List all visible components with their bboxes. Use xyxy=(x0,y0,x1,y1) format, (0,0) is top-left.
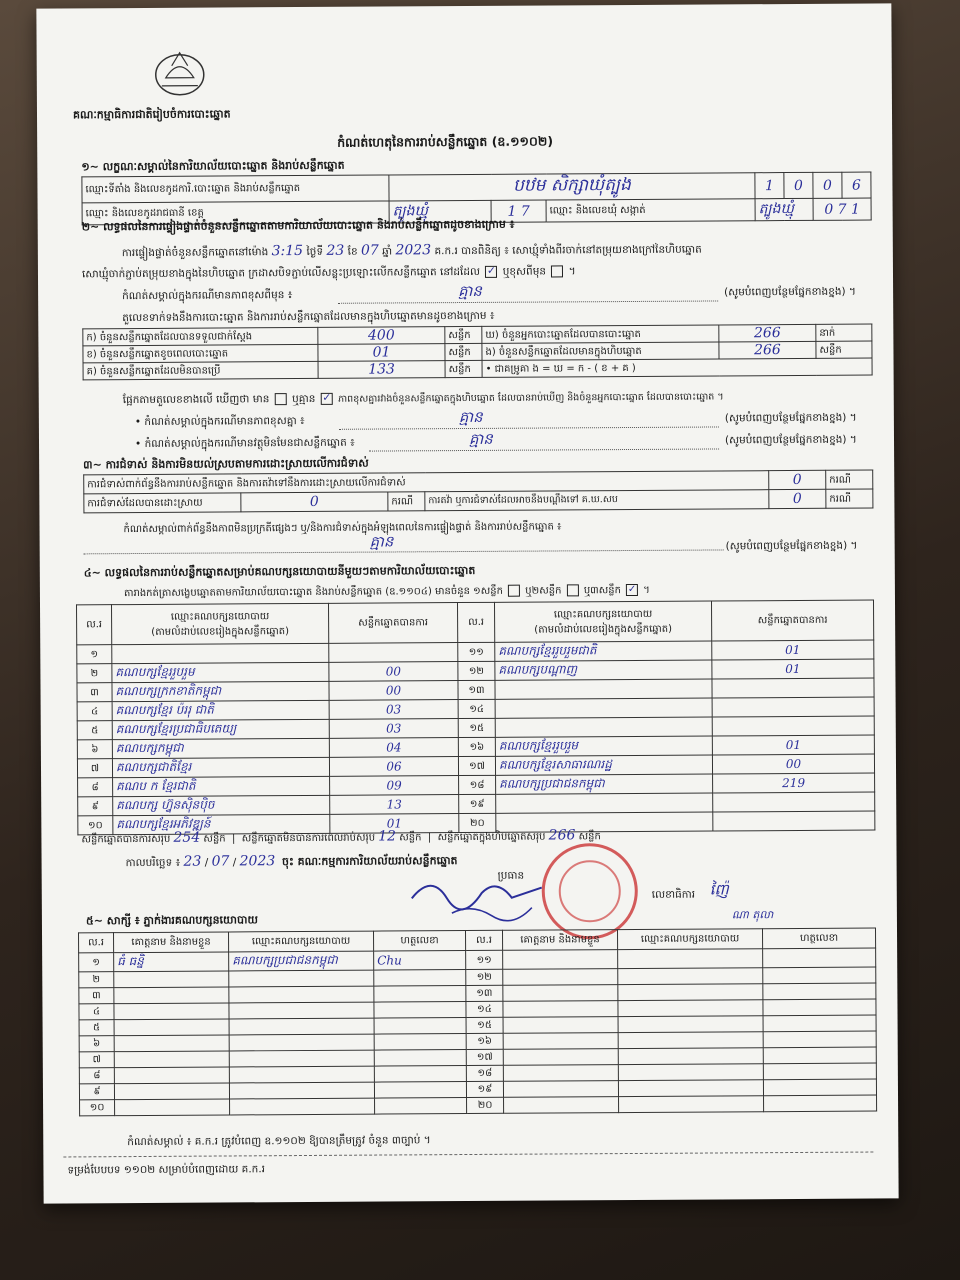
results-votes: 09 xyxy=(330,776,459,796)
witness-signature xyxy=(763,967,876,984)
witness-party xyxy=(229,986,374,1003)
site-code-3: 0 xyxy=(813,172,842,198)
witness-header-sig-2: ហត្ថលេខា xyxy=(762,928,875,949)
witness-no: ១ xyxy=(79,953,114,972)
page-title: កំណត់ហេតុនៃការរាប់សន្លឹកឆ្នោត (ឧ.១១០២) xyxy=(337,133,554,150)
witness-party xyxy=(618,968,763,985)
results-votes: 01 xyxy=(712,640,874,660)
witness-name xyxy=(503,969,618,986)
fig-d-unit: នាក់ xyxy=(816,324,872,341)
results-party: គណបក្សខ្មែរប្រជាធិបតេយ្យ xyxy=(112,719,329,739)
witness-name xyxy=(114,987,229,1004)
note1-label: កំណត់សម្គាល់ក្នុងករណីមានភាពខុសពីមុន ៖ xyxy=(122,289,293,303)
note1-line xyxy=(338,300,718,303)
results-party xyxy=(495,717,712,737)
results-no: ៤ xyxy=(77,702,112,721)
time-line xyxy=(122,241,702,263)
witness-signature xyxy=(763,1063,876,1080)
objection-row2b-value: 0 xyxy=(769,489,826,508)
site-value: បឋម សិក្សាឃុំត្បូង xyxy=(389,173,755,201)
witness-signature xyxy=(374,1066,466,1083)
witness-signature xyxy=(374,1050,466,1067)
witness-no: ២០ xyxy=(467,1097,504,1113)
section3-title: ៣~ ការជំទាស់ និងការមិនយល់ស្របតាមការដោះស្រាយលើការជំទាស់ xyxy=(83,456,369,472)
fig-e-label: ង) ចំនួនសន្លឹកឆ្នោតដែលមានក្នុងហិបឆ្នោត xyxy=(482,342,719,360)
footer-divider xyxy=(63,1152,873,1158)
objections-table xyxy=(83,470,873,514)
witness-no: ៣ xyxy=(79,988,114,1004)
witness-party xyxy=(229,1050,374,1067)
witness-signature xyxy=(375,1098,467,1115)
witness-name xyxy=(114,1019,229,1036)
section3-note-line xyxy=(84,549,724,554)
results-no: ១០ xyxy=(78,816,113,835)
results-party: គណបក្សខ្មែររួបរួមជាតិ xyxy=(495,641,712,661)
results-party xyxy=(495,679,712,699)
results-votes: 13 xyxy=(330,795,459,815)
different-text: ឬខុសពីមុន xyxy=(502,265,547,278)
witness-party xyxy=(618,1048,763,1065)
results-votes: 03 xyxy=(329,719,458,739)
different-checkbox[interactable] xyxy=(551,265,563,277)
chief-signature-icon xyxy=(402,867,552,928)
fig-d-label: ឃ) ចំនួនអ្នកបោះឆ្នោតដែលបានបោះឆ្នោត xyxy=(482,325,719,343)
official-stamp-icon xyxy=(541,843,638,940)
objection-row1-unit: ករណី xyxy=(826,470,873,489)
day-value: 23 xyxy=(326,242,345,259)
figures-intro: តួលេខទាក់ទងនឹងការបោះឆ្នោត និងការរាប់សន្លឹកឆ្នោតដែលមានក្នុងហិបឆ្នោតមានដូចខាងក្រោម ៖ xyxy=(122,309,495,325)
results-party: គណប ក ខ្មែរជាតិ xyxy=(113,776,330,796)
fig-b-label: ខ) ចំនួនសន្លឹកឆ្នោតខូចពេលបោះឆ្នោត xyxy=(83,344,318,362)
fig-a-label: ក) ចំនួនសន្លឹកឆ្នោតដែលបានទទួលជាក់ស្តែង xyxy=(83,327,318,345)
site-code-2: 0 xyxy=(784,172,813,198)
witness-no: ៥ xyxy=(79,1020,114,1036)
secretary-name: ណា តុលា xyxy=(731,908,774,922)
witness-name xyxy=(503,1017,618,1034)
results-party: គណបក្សខ្មែររួបរួម xyxy=(112,662,329,682)
witness-name xyxy=(503,1065,618,1082)
has-difference-checkbox[interactable] xyxy=(275,393,287,405)
witness-signature xyxy=(763,1015,876,1032)
total-box-value: 266 xyxy=(548,827,576,844)
witness-no: ១៩ xyxy=(466,1081,503,1097)
witness-header-no: ល.រ xyxy=(79,933,114,953)
section3-note-value: គ្មាន xyxy=(369,532,394,551)
results-votes: 01 xyxy=(712,659,874,679)
results-votes: 01 xyxy=(712,735,874,755)
witness-no: ៤ xyxy=(79,1004,114,1020)
results-party: គណបក្សខ្មែររួបរួម xyxy=(495,736,712,756)
section2-title: ២~ លទ្ធផលនៃការផ្ទៀងផ្ទាត់ចំនួនសន្លឹកឆ្នោតតាមការិយាល័យបោះឆ្នោត និងរាប់សន្លឹកឆ្នោតដូចខាងក្រោម ៖ xyxy=(81,217,515,234)
results-party: គណបក្ស ហ្វ៊ុនស៊ិនប៉ិច xyxy=(113,795,330,815)
results-party xyxy=(112,643,329,663)
witness-signature xyxy=(763,1079,876,1096)
fig-c-label: គ) ចំនួនសន្លឹកឆ្នោតដែលមិនបានប្រើ xyxy=(83,361,318,379)
witness-name xyxy=(114,1083,229,1100)
results-no: ១៦ xyxy=(458,737,495,756)
results-votes: 04 xyxy=(329,738,458,758)
witness-party xyxy=(229,970,374,987)
results-votes: 06 xyxy=(329,757,458,777)
secretary-signature: ញ៉ៃ xyxy=(709,880,729,899)
witness-signature xyxy=(374,986,466,1003)
two-sheet-text: ឬ២សន្លឹក xyxy=(525,585,562,597)
witness-party xyxy=(229,1066,374,1083)
total-invalid-unit: សន្លឹក xyxy=(399,832,422,844)
witness-name xyxy=(114,1051,229,1068)
results-votes xyxy=(329,643,458,663)
witness-party xyxy=(229,1018,374,1035)
results-no: ១ xyxy=(77,645,112,664)
section4-text: តារាងកត់ត្រាសង្ខេបឆ្នោតតាមការិយាល័យបោះឆ្នោត និងរាប់សន្លឹកឆ្នោត (ឧ.១១០៤) មានចំនួន ១សន្លឹក xyxy=(123,585,503,600)
date-line: កាលបរិច្ឆេទ ៖ 23 / 07 / 2023 ចុះ គណៈកម្មការការិយាល័យរាប់សន្លឹកឆ្នោត xyxy=(125,853,458,870)
total-box-label: សន្លឹកឆ្នោតក្នុងហិបឆ្នោតសរុប xyxy=(437,831,546,844)
witness-name: ធំ ធន្និ xyxy=(114,952,229,972)
witness-signature xyxy=(374,1018,466,1035)
figures-table xyxy=(82,324,872,381)
witness-party xyxy=(229,1082,374,1099)
results-no: ១៣ xyxy=(458,680,495,699)
section3-note-hint: (សូមបំពេញបន្ថែមផ្នែកខាងខ្នង) ។ xyxy=(725,539,858,553)
results-party: គណបក្សកម្ពុជា xyxy=(112,738,329,758)
year-value: 2023 xyxy=(395,242,432,259)
seal-line: សោឃ្មុំចាក់ភ្ជាប់តម្រុយខាងក្នុងនៃហិបឆ្នោត ក្រដាសបិទភ្ជាប់លើសន្លុះប្រឡោះលើកសន្លឹកឆ្នោត នៅដដែល ✓ ឬខុសពីមុន ។ xyxy=(81,264,576,281)
witness-name xyxy=(503,985,618,1002)
org-name: គណៈកម្មាធិការជាតិរៀបចំការបោះឆ្នោត xyxy=(72,107,231,122)
results-votes xyxy=(712,697,874,717)
witness-header-name-2: គោត្តនាម និងនាមខ្លួន xyxy=(502,930,617,951)
objection-row2-unit: ករណី xyxy=(388,492,425,511)
witness-party xyxy=(618,949,763,969)
witness-name xyxy=(503,1001,618,1018)
results-header-no: ល.រ xyxy=(77,605,112,645)
results-party: គណបក្សខ្មែរអភិវឌ្ឍន៍ xyxy=(113,814,330,834)
form-sheet xyxy=(36,3,898,1203)
results-votes xyxy=(713,792,875,812)
results-table xyxy=(76,600,875,836)
results-votes: 219 xyxy=(713,773,875,793)
note2-label: • កំណត់សម្គាល់ក្នុងករណីមានភាពខុសគ្នា ៖ xyxy=(134,414,305,429)
witness-name xyxy=(114,971,229,988)
results-votes xyxy=(712,716,874,736)
witness-name xyxy=(114,1067,229,1084)
witness-party xyxy=(229,1034,374,1051)
results-no: ៩ xyxy=(78,797,113,816)
witness-no: ១៤ xyxy=(466,1001,503,1017)
witness-name xyxy=(503,1033,618,1050)
province-label: ឈ្មោះ និងលេខកូដរាជធានី ខេត្ត xyxy=(82,201,389,225)
results-votes: 00 xyxy=(329,681,458,701)
witness-name xyxy=(115,1099,230,1116)
fig-c-value: 133 xyxy=(318,361,445,379)
difference-line xyxy=(123,390,724,409)
results-no: ៣ xyxy=(77,683,112,702)
witness-party xyxy=(618,1032,763,1049)
results-party: គណបក្សប្រជាជនកម្ពុជា xyxy=(496,774,713,794)
note3-label: • កំណត់សម្គាល់ក្នុងករណីមានវត្ថុមិនមែនជាសន្លឹកឆ្នោត ៖ xyxy=(134,436,355,451)
witness-header-no-2: ល.រ xyxy=(465,930,502,950)
witness-signature xyxy=(764,1095,877,1112)
objection-row2-value: 0 xyxy=(241,492,388,512)
results-votes: 03 xyxy=(329,700,458,720)
witness-name xyxy=(114,1035,229,1052)
witness-signature xyxy=(763,999,876,1016)
witness-name xyxy=(503,1081,618,1098)
witness-name xyxy=(503,950,618,970)
results-votes xyxy=(712,678,874,698)
witness-signature xyxy=(763,1047,876,1064)
note2-hint: (សូមបំពេញបន្ថែមផ្នែកខាងខ្នង) ។ xyxy=(724,411,857,425)
witness-header-sig: ហត្ថលេខា xyxy=(373,931,465,952)
witness-party xyxy=(618,1000,763,1017)
results-header-votes-2: សន្លឹកឆ្នោតបានការ xyxy=(711,600,873,641)
year-label: ឆ្នាំ xyxy=(382,245,393,258)
objection-row1-label: ការជំទាស់ពាក់ព័ន្ធនឹងការរាប់សន្លឹកឆ្នោត និងការតវ៉ាទៅនឹងការដោះស្រាយលើការជំទាស់ xyxy=(84,471,769,494)
witness-name xyxy=(504,1097,619,1114)
note2-value: គ្មាន xyxy=(458,407,483,427)
witness-no: ១៦ xyxy=(466,1033,503,1049)
witness-party xyxy=(619,1096,764,1113)
witness-table xyxy=(78,928,877,1117)
month-value: 07 xyxy=(360,242,379,259)
witness-no: ៩ xyxy=(79,1084,114,1100)
witness-no: ៨ xyxy=(79,1068,114,1084)
objection-row2b-label: ការតវ៉ា ឬការជំទាស់ដែលអាចនឹងបណ្តឹងទៅ គ.ឃ.សប xyxy=(425,490,769,511)
note1-hint: (សូមបំពេញបន្ថែមផ្នែកខាងខ្នង) ។ xyxy=(724,285,856,299)
results-header-party-2: ឈ្មោះគណបក្សនយោបាយ (តាមលំដាប់លេខរៀងក្នុងសន្លឹកឆ្នោត) xyxy=(494,601,711,642)
results-no: ១៤ xyxy=(458,699,495,718)
witness-name xyxy=(114,1003,229,1020)
objection-row2b-unit: ករណី xyxy=(826,489,873,508)
form-note: ទម្រង់បែបបទ ១១០២ សម្រាប់បំពេញដោយ គ.ក.រ xyxy=(67,1163,266,1177)
date-label: កាលបរិច្ឆេទ ៖ xyxy=(125,856,181,870)
fig-c-unit: សន្លឹក xyxy=(445,360,482,377)
formula: • ជាគម្រូគា ង = ឃ = ក - ( ខ + គ ) xyxy=(482,358,872,377)
note3-value: គ្មាន xyxy=(468,429,493,448)
section4-line: តារាងកត់ត្រាសង្ខេបឆ្នោតតាមការិយាល័យបោះឆ្នោត និងរាប់សន្លឹកឆ្នោត (ឧ.១១០៤) មានចំនួន ១សន្លឹក ឬ២សន្លឹក ឬ៣សន្លឹក ✓ ។ xyxy=(123,583,650,600)
section3-note-label: កំណត់សម្គាល់ពាក់ព័ន្ធនឹងភាពមិនប្រក្រតីផ្សេងៗ ឬ/និងការជំទាស់ក្នុងអំឡុងពេលនៃការផ្ទៀងផ្ទាត់ និងការរាប់សន្លឹកឆ្នោត ៖ xyxy=(123,521,562,536)
footer-note: កំណត់សម្គាល់ ៖ គ.ក.រ ត្រូវបំពេញ ឧ.១១០២ ឱ្យបានត្រឹមត្រូវ ចំនួន ៣ច្បាប់ ។ xyxy=(127,1134,431,1149)
commune-label: ឈ្មោះ និងលេខឃុំ សង្កាត់ xyxy=(546,199,755,222)
results-party: គណបក្សបណ្តាញ xyxy=(495,660,712,680)
commune-code: 0 7 1 xyxy=(813,198,871,220)
results-no: ១៧ xyxy=(458,756,495,775)
witness-no: ៧ xyxy=(79,1052,114,1068)
two-sheet-checkbox[interactable] xyxy=(567,584,579,596)
results-no: ១៩ xyxy=(459,794,496,813)
chief-label: ប្រធាន xyxy=(497,869,525,882)
province-value: ត្បូងឃ្មុំ xyxy=(389,200,491,223)
results-party: គណបក្សក្រកខាតិកម្ពុជា xyxy=(112,681,329,701)
witness-header-party: ឈ្មោះគណបក្សនយោបាយ xyxy=(229,931,374,952)
section5-title: ៥~ សាក្សី ៖ ភ្នាក់ងារគណបក្សនយោបាយ xyxy=(85,913,258,928)
results-no: ២០ xyxy=(459,813,496,832)
witness-name xyxy=(503,1049,618,1066)
note1-value: គ្មាន xyxy=(458,281,482,301)
fig-a-value: 400 xyxy=(318,327,445,345)
day-label: ថ្ងៃទី xyxy=(306,245,324,258)
objection-row2-label: ការជំទាស់ដែលបានដោះស្រាយ xyxy=(84,493,241,513)
month-label: ខែ xyxy=(347,245,358,258)
witness-party xyxy=(230,1098,375,1115)
witness-party xyxy=(618,984,763,1001)
witness-signature xyxy=(374,1082,466,1099)
witness-no: ១៥ xyxy=(466,1017,503,1033)
results-party: គណបក្សខ្មែរសាធារណរដ្ឋ xyxy=(495,755,712,775)
results-no: ៦ xyxy=(77,740,112,759)
results-no: ២ xyxy=(77,664,112,683)
witness-party xyxy=(618,1016,763,1033)
results-votes: 00 xyxy=(329,662,458,682)
inspect-text: គ.ក.រ បានពិនិត្យ ៖ សោឃ្មុំទាំងពីរចាក់នៅតម្រុយខាងក្រៅនៃហិបឆ្នោត xyxy=(434,243,702,258)
witness-signature xyxy=(374,1034,466,1051)
results-votes: 00 xyxy=(712,754,874,774)
total-valid-unit: សន្លឹក xyxy=(203,833,226,845)
results-no: ១៥ xyxy=(458,718,495,737)
results-no: ១១ xyxy=(458,642,495,661)
witness-no: ១២ xyxy=(466,969,503,985)
section4-title: ៤~ លទ្ធផលនៃការរាប់សន្លឹកឆ្នោតសម្រាប់គណបក្សនយោបាយនីមួយៗតាមការិយាល័យបោះឆ្នោត xyxy=(83,563,476,580)
witness-signature: Chu xyxy=(374,951,466,971)
witness-signature xyxy=(763,1031,876,1048)
committee-label: ចុះ គណៈកម្មការការិយាល័យរាប់សន្លឹកឆ្នោត xyxy=(281,854,458,869)
results-party: គណបក្សខ្មែរ ប៉ររុ ជាតិ xyxy=(112,700,329,720)
witness-no: ១៧ xyxy=(466,1049,503,1065)
witness-header-party-2: ឈ្មោះគណបក្សនយោបាយ xyxy=(617,929,762,950)
results-no: ៥ xyxy=(77,721,112,740)
site-code-1: 1 xyxy=(755,173,784,199)
time-label: ការផ្ទៀងផ្ទាត់ចំនួនសន្លឹកឆ្នោតនៅម៉ោង xyxy=(121,246,269,260)
witness-no: ១៣ xyxy=(466,985,503,1001)
difference-text: ផ្អែកតាមតួលេខខាងលើ ឃើញថា មាន xyxy=(122,393,270,407)
witness-signature xyxy=(374,1002,466,1019)
witness-no: ២ xyxy=(79,972,114,988)
one-sheet-checkbox[interactable] xyxy=(508,585,520,597)
results-votes xyxy=(713,811,875,831)
time-value: 3:15 xyxy=(271,242,304,260)
witness-signature xyxy=(763,948,876,968)
three-sheet-checkbox[interactable]: ✓ xyxy=(627,583,637,596)
no-difference-text: ឬគ្មាន xyxy=(292,392,316,406)
witness-signature xyxy=(763,983,876,1000)
results-party xyxy=(496,793,713,813)
results-no: ៧ xyxy=(77,759,112,778)
fig-e-value: 266 xyxy=(719,341,816,359)
witness-no: ៦ xyxy=(79,1036,114,1052)
witness-party xyxy=(618,1080,763,1097)
objection-row1-value: 0 xyxy=(769,470,826,489)
witness-party xyxy=(229,1002,374,1019)
note3-line xyxy=(369,448,719,451)
section1-title: ១~ លក្ខណៈសម្គាល់នៃការិយាល័យបោះឆ្នោត និងរាប់សន្លឹកឆ្នោត xyxy=(81,158,345,174)
no-difference-checkbox[interactable]: ✓ xyxy=(322,391,332,404)
total-box-unit: សន្លឹក xyxy=(578,831,601,843)
commune-value: ត្បូងឃ្មុំ xyxy=(755,198,813,220)
secretary-label: លេខាធិការ xyxy=(651,888,696,901)
results-party: គណបក្សជាតិខ្មែរ xyxy=(112,757,329,777)
fig-a-unit: សន្លឹក xyxy=(445,326,482,343)
total-valid-value: 254 xyxy=(173,829,201,846)
three-sheet-text: ឬ៣សន្លឹក xyxy=(583,585,621,597)
witness-header-name: គោត្តនាម និងនាមខ្លួន xyxy=(114,932,229,953)
date-year: 2023 xyxy=(239,853,276,870)
same-checkbox[interactable]: ✓ xyxy=(486,264,496,277)
witness-party xyxy=(618,1064,763,1081)
results-header-votes: សន្លឹកឆ្នោតបានការ xyxy=(328,603,457,644)
fig-b-value: 01 xyxy=(318,344,445,362)
results-header-no-2: ល.រ xyxy=(457,602,494,642)
date-day: 23 xyxy=(183,853,202,870)
fig-e-unit: សន្លឹក xyxy=(816,341,872,358)
results-votes: 01 xyxy=(330,814,459,834)
seal-text: សោឃ្មុំចាក់ភ្ជាប់តម្រុយខាងក្នុងនៃហិបឆ្នោត ក្រដាសបិទភ្ជាប់លើសន្លុះប្រឡោះលើកសន្លឹកឆ្នោត នៅដដែល xyxy=(81,265,481,281)
witness-no: ១៨ xyxy=(466,1065,503,1081)
total-valid-label: សន្លឹកឆ្នោតបានការសរុប xyxy=(81,833,171,846)
note3-hint: (សូមបំពេញបន្ថែមផ្នែកខាងខ្នង) ។ xyxy=(724,433,857,447)
note2-line xyxy=(339,426,719,429)
site-label: ឈ្មោះទីតាំង និងលេខកូដការិ.បោះឆ្នោត និងរាប់សន្លឹកឆ្នោត xyxy=(82,175,389,203)
results-no: ១៨ xyxy=(459,775,496,794)
total-invalid-value: 12 xyxy=(378,828,397,845)
witness-no: ១០ xyxy=(80,1100,115,1116)
results-party xyxy=(495,698,712,718)
total-invalid-label: សន្លឹកឆ្នោតមិនបានការពេលរាប់សរុប xyxy=(241,832,376,845)
fig-d-value: 266 xyxy=(719,324,816,342)
province-code: 1 7 xyxy=(491,200,546,222)
difference-text-2: ភាពខុសគ្នារវាងចំនួនសន្លឹកឆ្នោតក្នុងហិបឆ្នោត ដែលបានរាប់ឃើញ និងចំនួនអ្នកបោះឆ្នោត ដែលបានបោះឆ្នោត ។ xyxy=(338,391,724,405)
site-code-4: 6 xyxy=(842,172,871,198)
results-no: ៨ xyxy=(78,778,113,797)
witness-party: គណបក្សប្រជាជនកម្ពុជា xyxy=(229,951,374,971)
witness-signature xyxy=(374,970,466,987)
fig-b-unit: សន្លឹក xyxy=(445,343,482,360)
totals-line: សន្លឹកឆ្នោតបានការសរុប 254 សន្លឹក | សន្លឹកឆ្នោតមិនបានការពេលរាប់សរុប 12 សន្លឹក | សន្លឹកឆ្នោតក្នុងហិបឆ្នោតសរុប 266 សន្លឹក xyxy=(81,827,601,846)
emblem-icon xyxy=(152,48,208,98)
date-month: 07 xyxy=(211,853,230,870)
witness-no: ១១ xyxy=(466,950,503,969)
results-header-party: ឈ្មោះគណបក្សនយោបាយ (តាមលំដាប់លេខរៀងក្នុងសន្លឹកឆ្នោត) xyxy=(112,603,329,644)
results-no: ១២ xyxy=(458,661,495,680)
